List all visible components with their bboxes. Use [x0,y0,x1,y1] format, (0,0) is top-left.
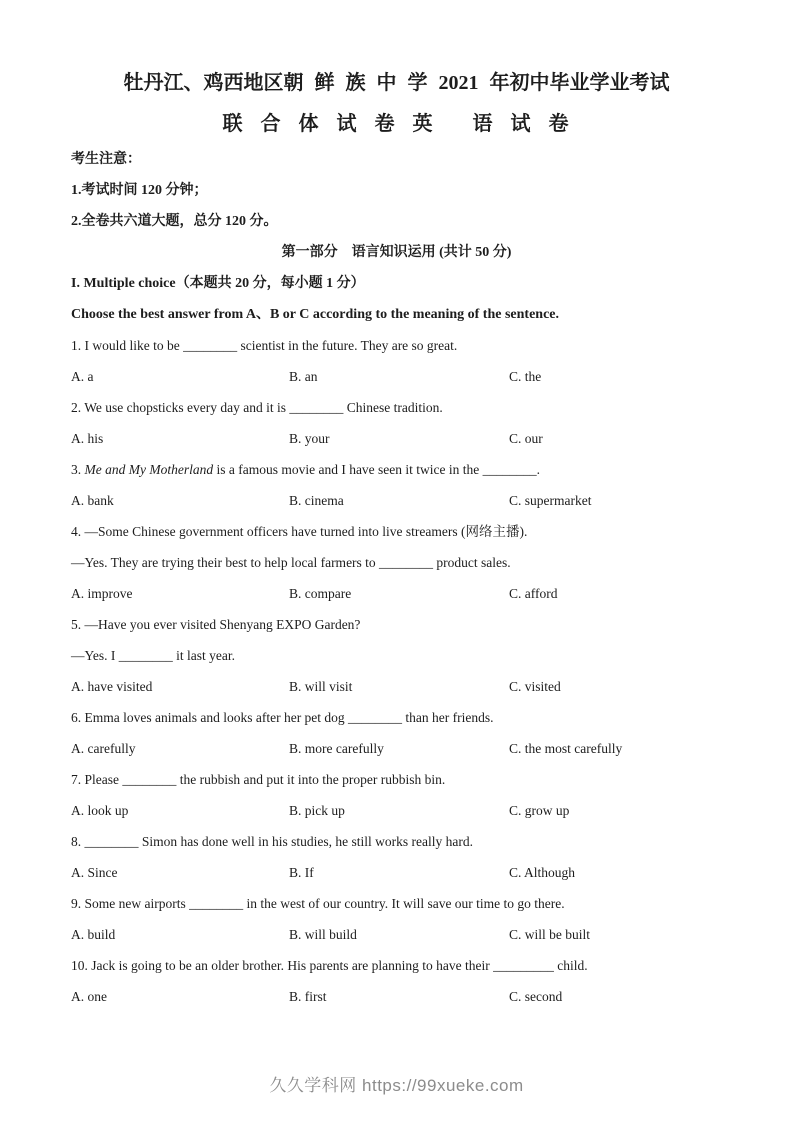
notice-item-1: 1.考试时间 120 分钟； [71,183,208,198]
question-4-options [71,578,722,609]
question-8-option-c: C. Although [509,865,576,880]
question-10-option-a: A. one [71,989,107,1004]
question-4-text-line-2 [71,547,722,578]
question-6-option-c: C. the most carefully [509,741,623,756]
question-6-options [71,733,722,764]
question-4-option-b: B. compare [289,586,352,601]
text-segment: 8. ________ Simon has done well in his studies, he still works really hard. [71,834,473,849]
question-10-option-c: C. second [509,989,563,1004]
question-8-text-line-1 [71,826,722,857]
question-5-options [71,671,722,702]
text-segment: 4. —Some Chinese government officers have turned into live streamers (网络主播). [71,524,528,539]
question-4-option-a: A. improve [71,586,133,601]
question-2-text-line-1 [71,392,722,423]
question-2-options [71,423,722,454]
exam-title-line-2: 联 合 体 试 卷 英 语 试 卷 [222,113,571,135]
question-5-text-line-1 [71,609,722,640]
question-9-option-c: C. will be built [509,927,590,942]
question-8-options [71,857,722,888]
question-4-option-c: C. afford [509,586,558,601]
text-segment: 9. Some new airports ________ in the west of our country. It will save our time to go there. [71,896,565,911]
question-1-options [71,361,722,392]
question-9-text-line-1 [71,888,722,919]
question-6-text-line-1 [71,702,722,733]
question-7-options [71,795,722,826]
question-1-option-c: C. the [509,369,542,384]
text-segment: is a famous movie and I have seen it twice in the ________. [213,462,541,477]
notice-heading: 考生注意： [71,152,141,167]
question-2-option-b: B. your [289,431,330,446]
question-1-option-a: A. a [71,369,94,384]
question-2-option-a: A. his [71,431,104,446]
question-3-option-c: C. supermarket [509,493,592,508]
notice-item-2: 2.全卷共六道大题，总分 120 分。 [71,214,278,229]
question-3-text-line-1 [71,454,722,485]
question-3-options [71,485,722,516]
question-3-option-b: B. cinema [289,493,344,508]
question-3-option-a: A. bank [71,493,114,508]
question-4-text-line-1 [71,516,722,547]
question-10-option-b: B. first [289,989,327,1004]
text-segment: —Yes. I ________ it last year. [71,648,235,663]
question-5-option-b: B. will visit [289,679,353,694]
question-5-text-line-2 [71,640,722,671]
text-segment: 3. [71,462,85,477]
text-segment: 5. —Have you ever visited Shenyang EXPO Garden? [71,617,361,632]
watermark-footer: 久久学科网 https://99xueke.com [269,1076,524,1095]
text-segment: 2. We use chopsticks every day and it is ________ Chinese tradition. [71,400,443,415]
part-heading: 第一部分 语言知识运用 (共计 50 分) [281,245,512,260]
question-8-option-b: B. If [289,865,314,880]
questions-list [71,330,722,1012]
question-6-option-b: B. more carefully [289,741,384,756]
question-1-option-b: B. an [289,369,318,384]
text-segment: 7. Please ________ the rubbish and put it into the proper rubbish bin. [71,772,446,787]
question-7-option-a: A. look up [71,803,129,818]
question-10-text-line-1 [71,950,722,981]
question-9-options [71,919,722,950]
question-8-option-a: A. Since [71,865,118,880]
section-instruction: Choose the best answer from A、B or C according to the meaning of the sentence. [71,307,560,322]
question-6-option-a: A. carefully [71,741,136,756]
question-9-option-b: B. will build [289,927,357,942]
question-10-options [71,981,722,1012]
question-2-option-c: C. our [509,431,543,446]
text-segment: 6. Emma loves animals and looks after her pet dog ________ than her friends. [71,710,494,725]
question-7-text-line-1 [71,764,722,795]
question-7-option-c: C. grow up [509,803,570,818]
question-9-option-a: A. build [71,927,116,942]
question-7-option-b: B. pick up [289,803,345,818]
section-heading: I. Multiple choice（本题共 20 分，每小题 1 分） [71,276,365,291]
question-5-option-a: A. have visited [71,679,153,694]
exam-title-line-1: 牡丹江、鸡西地区朝 鲜 族 中 学 2021 年初中毕业学业考试 [123,72,670,94]
question-1-text-line-1 [71,330,722,361]
text-segment: 1. I would like to be ________ scientist in the future. They are so great. [71,338,458,353]
text-segment: —Yes. They are trying their best to help local farmers to ________ product sales. [71,555,511,570]
text-segment: 10. Jack is going to be an older brother. His parents are planning to have their _________ child. [71,958,588,973]
movie-title-italic: Me and My Motherland [84,462,214,477]
question-5-option-c: C. visited [509,679,561,694]
